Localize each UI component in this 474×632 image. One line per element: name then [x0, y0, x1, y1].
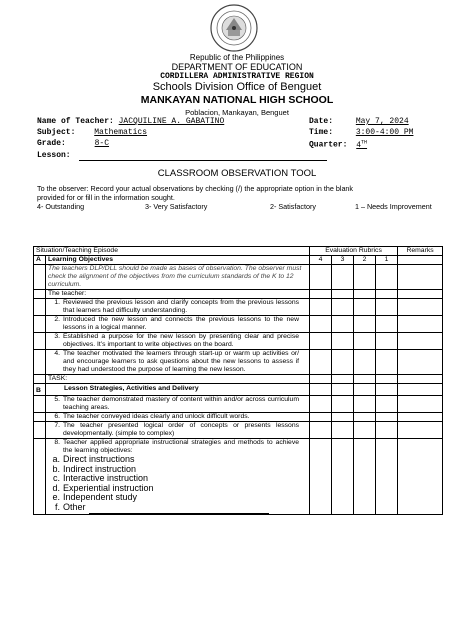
strategy-text: Interactive instruction: [63, 473, 149, 484]
rating-cell[interactable]: [310, 375, 332, 384]
section-b-row: [34, 384, 443, 396]
criterion-number: 5.: [54, 396, 60, 403]
criterion-number: 7.: [54, 422, 60, 429]
strategy-list: [48, 455, 307, 514]
table-row: [34, 350, 443, 375]
rating-cell[interactable]: [310, 413, 332, 422]
rating-cell[interactable]: [310, 439, 332, 515]
rating-cell[interactable]: [354, 375, 376, 384]
subject-value: Mathematics: [94, 128, 148, 137]
section-b-letter: B: [34, 384, 46, 396]
rating-scale: [37, 202, 447, 211]
task-label: TASK:: [46, 375, 310, 384]
score-1: 1: [376, 256, 398, 265]
rating-cell[interactable]: [376, 350, 398, 375]
score-3: 3: [332, 256, 354, 265]
section-a-title: Learning Objectives: [46, 256, 310, 265]
rating-cell[interactable]: [354, 422, 376, 439]
score-4: 4: [310, 256, 332, 265]
rating-cell[interactable]: [332, 422, 354, 439]
strategy-text: Direct instructions: [63, 454, 135, 464]
table-row: [34, 290, 443, 299]
rating-2: 2- Satisfactory: [270, 202, 316, 211]
criterion-1: [46, 299, 310, 316]
strategy-letter: f.: [54, 501, 60, 512]
list-item: [48, 493, 307, 503]
date-row: [309, 117, 409, 126]
rating-cell[interactable]: [310, 422, 332, 439]
remarks-cell[interactable]: [398, 350, 443, 375]
criterion-number: 6.: [54, 413, 60, 420]
rating-cell[interactable]: [376, 439, 398, 515]
rating-cell[interactable]: [354, 396, 376, 413]
criterion-7: [46, 422, 310, 439]
criterion-text: Established a purpose for the new lesson by presenting clear and precise objectives. It’s important to write objectives on the board.: [63, 333, 299, 348]
rating-cell[interactable]: [354, 439, 376, 515]
rating-cell[interactable]: [332, 299, 354, 316]
observation-table: [33, 246, 443, 515]
lesson-blank: [79, 151, 327, 161]
remarks-cell[interactable]: [398, 384, 443, 396]
rating-cell[interactable]: [310, 333, 332, 350]
table-row: [34, 396, 443, 413]
grade-value: 8-C: [94, 139, 110, 148]
rating-cell[interactable]: [332, 316, 354, 333]
strategy-letter: d.: [52, 482, 60, 493]
rating-cell[interactable]: [332, 413, 354, 422]
rating-cell[interactable]: [376, 290, 398, 299]
criterion-2: [46, 316, 310, 333]
header-school: MANKAYAN NATIONAL HIGH SCHOOL: [140, 94, 334, 106]
criterion-text: Introduced the new lesson and connects the previous lessons to the new lessons in a logical manner.: [63, 316, 299, 331]
other-blank[interactable]: [89, 503, 269, 514]
criterion-text: The teacher demonstrated mastery of content within and/or across curriculum teaching areas.: [63, 396, 299, 411]
quarter-label: Quarter:: [309, 140, 348, 150]
rating-cell[interactable]: [354, 265, 376, 290]
rating-cell[interactable]: [354, 413, 376, 422]
header-address: Poblacion, Mankayan, Benguet: [185, 108, 289, 117]
tool-title: CLASSROOM OBSERVATION TOOL: [157, 168, 317, 179]
rating-1: 1 – Needs Improvement: [355, 202, 432, 211]
rating-cell[interactable]: [332, 333, 354, 350]
criterion-text: Reviewed the previous lesson and clarify concepts from the previous lessons that learners had difficulty understanding.: [63, 299, 299, 314]
quarter-number: 4: [356, 140, 362, 150]
rating-cell[interactable]: [376, 316, 398, 333]
rating-cell[interactable]: [310, 290, 332, 299]
subject-label: Subject:: [37, 128, 76, 137]
criterion-number: 3.: [54, 333, 60, 340]
remarks-cell[interactable]: [398, 422, 443, 439]
criterion-8: [46, 439, 310, 515]
rating-cell[interactable]: [354, 384, 376, 396]
rating-cell[interactable]: [376, 384, 398, 396]
strategy-letter: e.: [52, 492, 60, 503]
section-a-letter: A: [34, 256, 46, 265]
header-region: CORDILLERA ADMINISTRATIVE REGION: [160, 72, 314, 81]
header-department: DEPARTMENT OF EDUCATION: [171, 62, 303, 72]
quarter-row: [309, 139, 367, 150]
time-row: [309, 128, 413, 137]
strategy-text: Indirect instruction: [63, 463, 137, 474]
teacher-line: The teacher:: [46, 290, 310, 299]
header-remarks: Remarks: [398, 247, 443, 256]
rating-cell[interactable]: [332, 384, 354, 396]
rating-cell[interactable]: [354, 333, 376, 350]
teacher-value: JACQUILINE A. GABATINO: [118, 117, 225, 126]
remarks-cell[interactable]: [398, 375, 443, 384]
grade-label: Grade:: [37, 139, 66, 148]
strategy-letter: c.: [52, 473, 60, 484]
criterion-number: 8.: [54, 439, 60, 446]
rating-cell[interactable]: [310, 396, 332, 413]
criterion-5: [46, 396, 310, 413]
remarks-cell[interactable]: [398, 256, 443, 265]
table-row: [34, 413, 443, 422]
rating-cell[interactable]: [332, 290, 354, 299]
rating-cell[interactable]: [332, 396, 354, 413]
table-row: [34, 299, 443, 316]
remarks-cell[interactable]: [398, 413, 443, 422]
rating-cell[interactable]: [376, 422, 398, 439]
table-row: [34, 375, 443, 384]
remarks-cell[interactable]: [398, 396, 443, 413]
table-row: [34, 439, 443, 515]
rating-cell[interactable]: [310, 299, 332, 316]
rating-cell[interactable]: [354, 290, 376, 299]
criterion-number: 2.: [54, 316, 60, 323]
rating-cell[interactable]: [354, 350, 376, 375]
criterion-text: The teacher presented logical order of concepts or presents lessons developmentally. (simple to complex): [63, 422, 299, 437]
lesson-label: Lesson:: [37, 151, 71, 160]
rating-cell[interactable]: [332, 375, 354, 384]
teacher-label: Name of Teacher:: [37, 117, 114, 126]
rating-4: 4- Outstanding: [37, 202, 85, 211]
rating-cell[interactable]: [376, 375, 398, 384]
rating-cell[interactable]: [332, 439, 354, 515]
date-value: May 7, 2024: [355, 117, 409, 126]
rating-cell[interactable]: [354, 316, 376, 333]
time-value: 3:00-4:00 PM: [355, 128, 414, 137]
criterion-text: The teacher conveyed ideas clearly and unlock difficult words.: [63, 413, 250, 420]
section-a-note: The teachers DLP/DLL should be made as bases of observation. The observer must check the alignment of the objectives from the curriculum standards of the K to 12 curriculum.: [46, 265, 310, 290]
remarks-cell[interactable]: [398, 439, 443, 515]
header-republic: Republic of the Philippines: [189, 53, 285, 62]
rating-cell[interactable]: [332, 265, 354, 290]
remarks-cell[interactable]: [398, 299, 443, 316]
strategy-letter: b.: [52, 463, 60, 474]
list-item: [48, 503, 307, 514]
table-row: [34, 333, 443, 350]
criterion-text: The teacher motivated the learners through start-up or warm up activities or/ and encourage learners to ask questions about the new lessons to assess if they had understood the purpose of learning the new lesson.: [63, 350, 299, 373]
strategy-text: Other: [63, 501, 86, 512]
header-rubrics: Evaluation Rubrics: [310, 247, 398, 256]
rating-cell[interactable]: [310, 350, 332, 375]
subject-row: [37, 128, 147, 137]
table-row: [34, 265, 443, 290]
section-a-row: [34, 256, 443, 265]
rating-cell[interactable]: [376, 265, 398, 290]
criterion-number: 1.: [54, 299, 60, 306]
deped-seal-logo: [210, 4, 258, 52]
rating-3: 3- Very Satisfactory: [145, 202, 208, 211]
rating-cell[interactable]: [310, 316, 332, 333]
lesson-row: [37, 151, 327, 161]
rating-cell[interactable]: [376, 413, 398, 422]
rating-cell[interactable]: [310, 384, 332, 396]
section-b-title: Lesson Strategies, Activities and Delivery: [46, 384, 310, 396]
rating-cell[interactable]: [354, 299, 376, 316]
header-episode: Situation/Teaching Episode: [34, 247, 310, 256]
rating-cell[interactable]: [376, 299, 398, 316]
instruction-line-1: To the observer: Record your actual observations by checking (/) the appropriate option in the blank: [37, 184, 354, 193]
criterion-number: 4.: [54, 350, 60, 357]
criterion-6: [46, 413, 310, 422]
table-row: [34, 422, 443, 439]
time-label: Time:: [309, 128, 334, 137]
table-header-row: [34, 247, 443, 256]
date-label: Date:: [309, 117, 334, 126]
strategy-text: Independent study: [63, 492, 138, 503]
rating-cell[interactable]: [332, 350, 354, 375]
remarks-cell[interactable]: [398, 333, 443, 350]
header-division: Schools Division Office of Benguet: [152, 81, 322, 93]
criterion-3: [46, 333, 310, 350]
rating-cell[interactable]: [376, 333, 398, 350]
rating-cell[interactable]: [310, 265, 332, 290]
quarter-suffix: TH: [361, 139, 368, 145]
remarks-cell[interactable]: [398, 316, 443, 333]
grade-row: [37, 139, 109, 148]
quarter-value: [356, 141, 367, 150]
rating-cell[interactable]: [376, 396, 398, 413]
remarks-cell[interactable]: [398, 265, 443, 290]
strategy-letter: a.: [52, 454, 60, 464]
criterion-4: [46, 350, 310, 375]
table-row: [34, 316, 443, 333]
strategy-text: Experiential instruction: [63, 482, 154, 493]
teacher-name-row: [37, 117, 224, 126]
criterion-text: Teacher applied appropriate instructional strategies and methods to achieve the learning objectives:: [63, 439, 299, 454]
score-2: 2: [354, 256, 376, 265]
remarks-cell[interactable]: [398, 290, 443, 299]
instruction-line-2: provided for or fill in the information sought.: [37, 193, 175, 202]
